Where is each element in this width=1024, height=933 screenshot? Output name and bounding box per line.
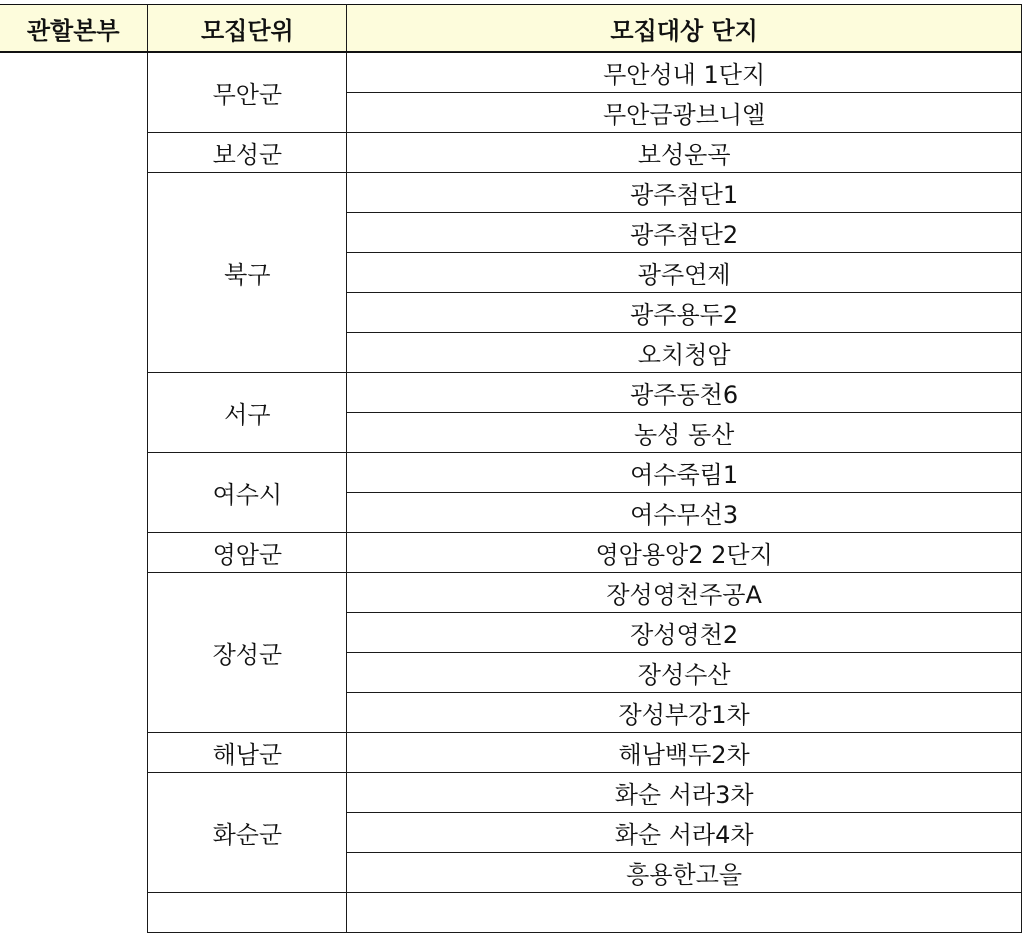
table-row	[0, 133, 1022, 173]
unit-cell: 화순군	[148, 773, 347, 893]
complex-cell: 광주동천6	[347, 373, 1022, 413]
header-hq: 관할본부	[0, 5, 148, 53]
table-header	[0, 5, 1022, 53]
table-row	[0, 52, 1022, 93]
complex-cell: 광주용두2	[347, 293, 1022, 333]
table-row	[0, 533, 1022, 573]
unit-cell: 장성군	[148, 573, 347, 733]
complex-cell: 여수죽림1	[347, 453, 1022, 493]
table-row	[0, 733, 1022, 773]
complex-cell: 장성영천주공A	[347, 573, 1022, 613]
complex-cell: 광주첨단2	[347, 213, 1022, 253]
unit-cell: 해남군	[148, 733, 347, 773]
complex-cell: 화순 서라3차	[347, 773, 1022, 813]
complex-cell: 광주연제	[347, 253, 1022, 293]
table-row-cutoff	[0, 893, 1022, 933]
complex-cell: 여수무선3	[347, 493, 1022, 533]
table-row	[0, 373, 1022, 413]
complex-cell: 해남백두2차	[347, 733, 1022, 773]
complex-cell: 영암용앙2 2단지	[347, 533, 1022, 573]
unit-cell: 북구	[148, 173, 347, 373]
table-body	[0, 52, 1022, 933]
unit-cell: 여수시	[148, 453, 347, 533]
hq-cell	[0, 52, 148, 933]
table-row	[0, 173, 1022, 213]
header-row	[0, 5, 1022, 53]
table-row	[0, 573, 1022, 613]
complex-cell: 광주첨단1	[347, 173, 1022, 213]
unit-cell: 보성군	[148, 133, 347, 173]
unit-cell: 무안군	[148, 52, 347, 133]
recruitment-table	[0, 4, 1022, 933]
complex-cell: 농성 동산	[347, 413, 1022, 453]
complex-cell: 흥용한고을	[347, 853, 1022, 893]
complex-cell: 장성부강1차	[347, 693, 1022, 733]
unit-cell: 영암군	[148, 533, 347, 573]
complex-cell: 화순 서라4차	[347, 813, 1022, 853]
header-unit: 모집단위	[148, 5, 347, 53]
table-row	[0, 453, 1022, 493]
complex-cell: 장성영천2	[347, 613, 1022, 653]
header-complex: 모집대상 단지	[347, 5, 1022, 53]
complex-cell-empty	[347, 893, 1022, 933]
complex-cell: 장성수산	[347, 653, 1022, 693]
complex-cell: 오치청암	[347, 333, 1022, 373]
complex-cell: 보성운곡	[347, 133, 1022, 173]
complex-cell: 무안성내 1단지	[347, 52, 1022, 93]
unit-cell: 서구	[148, 373, 347, 453]
unit-cell-empty	[148, 893, 347, 933]
complex-cell: 무안금광브니엘	[347, 93, 1022, 133]
table-row	[0, 773, 1022, 813]
